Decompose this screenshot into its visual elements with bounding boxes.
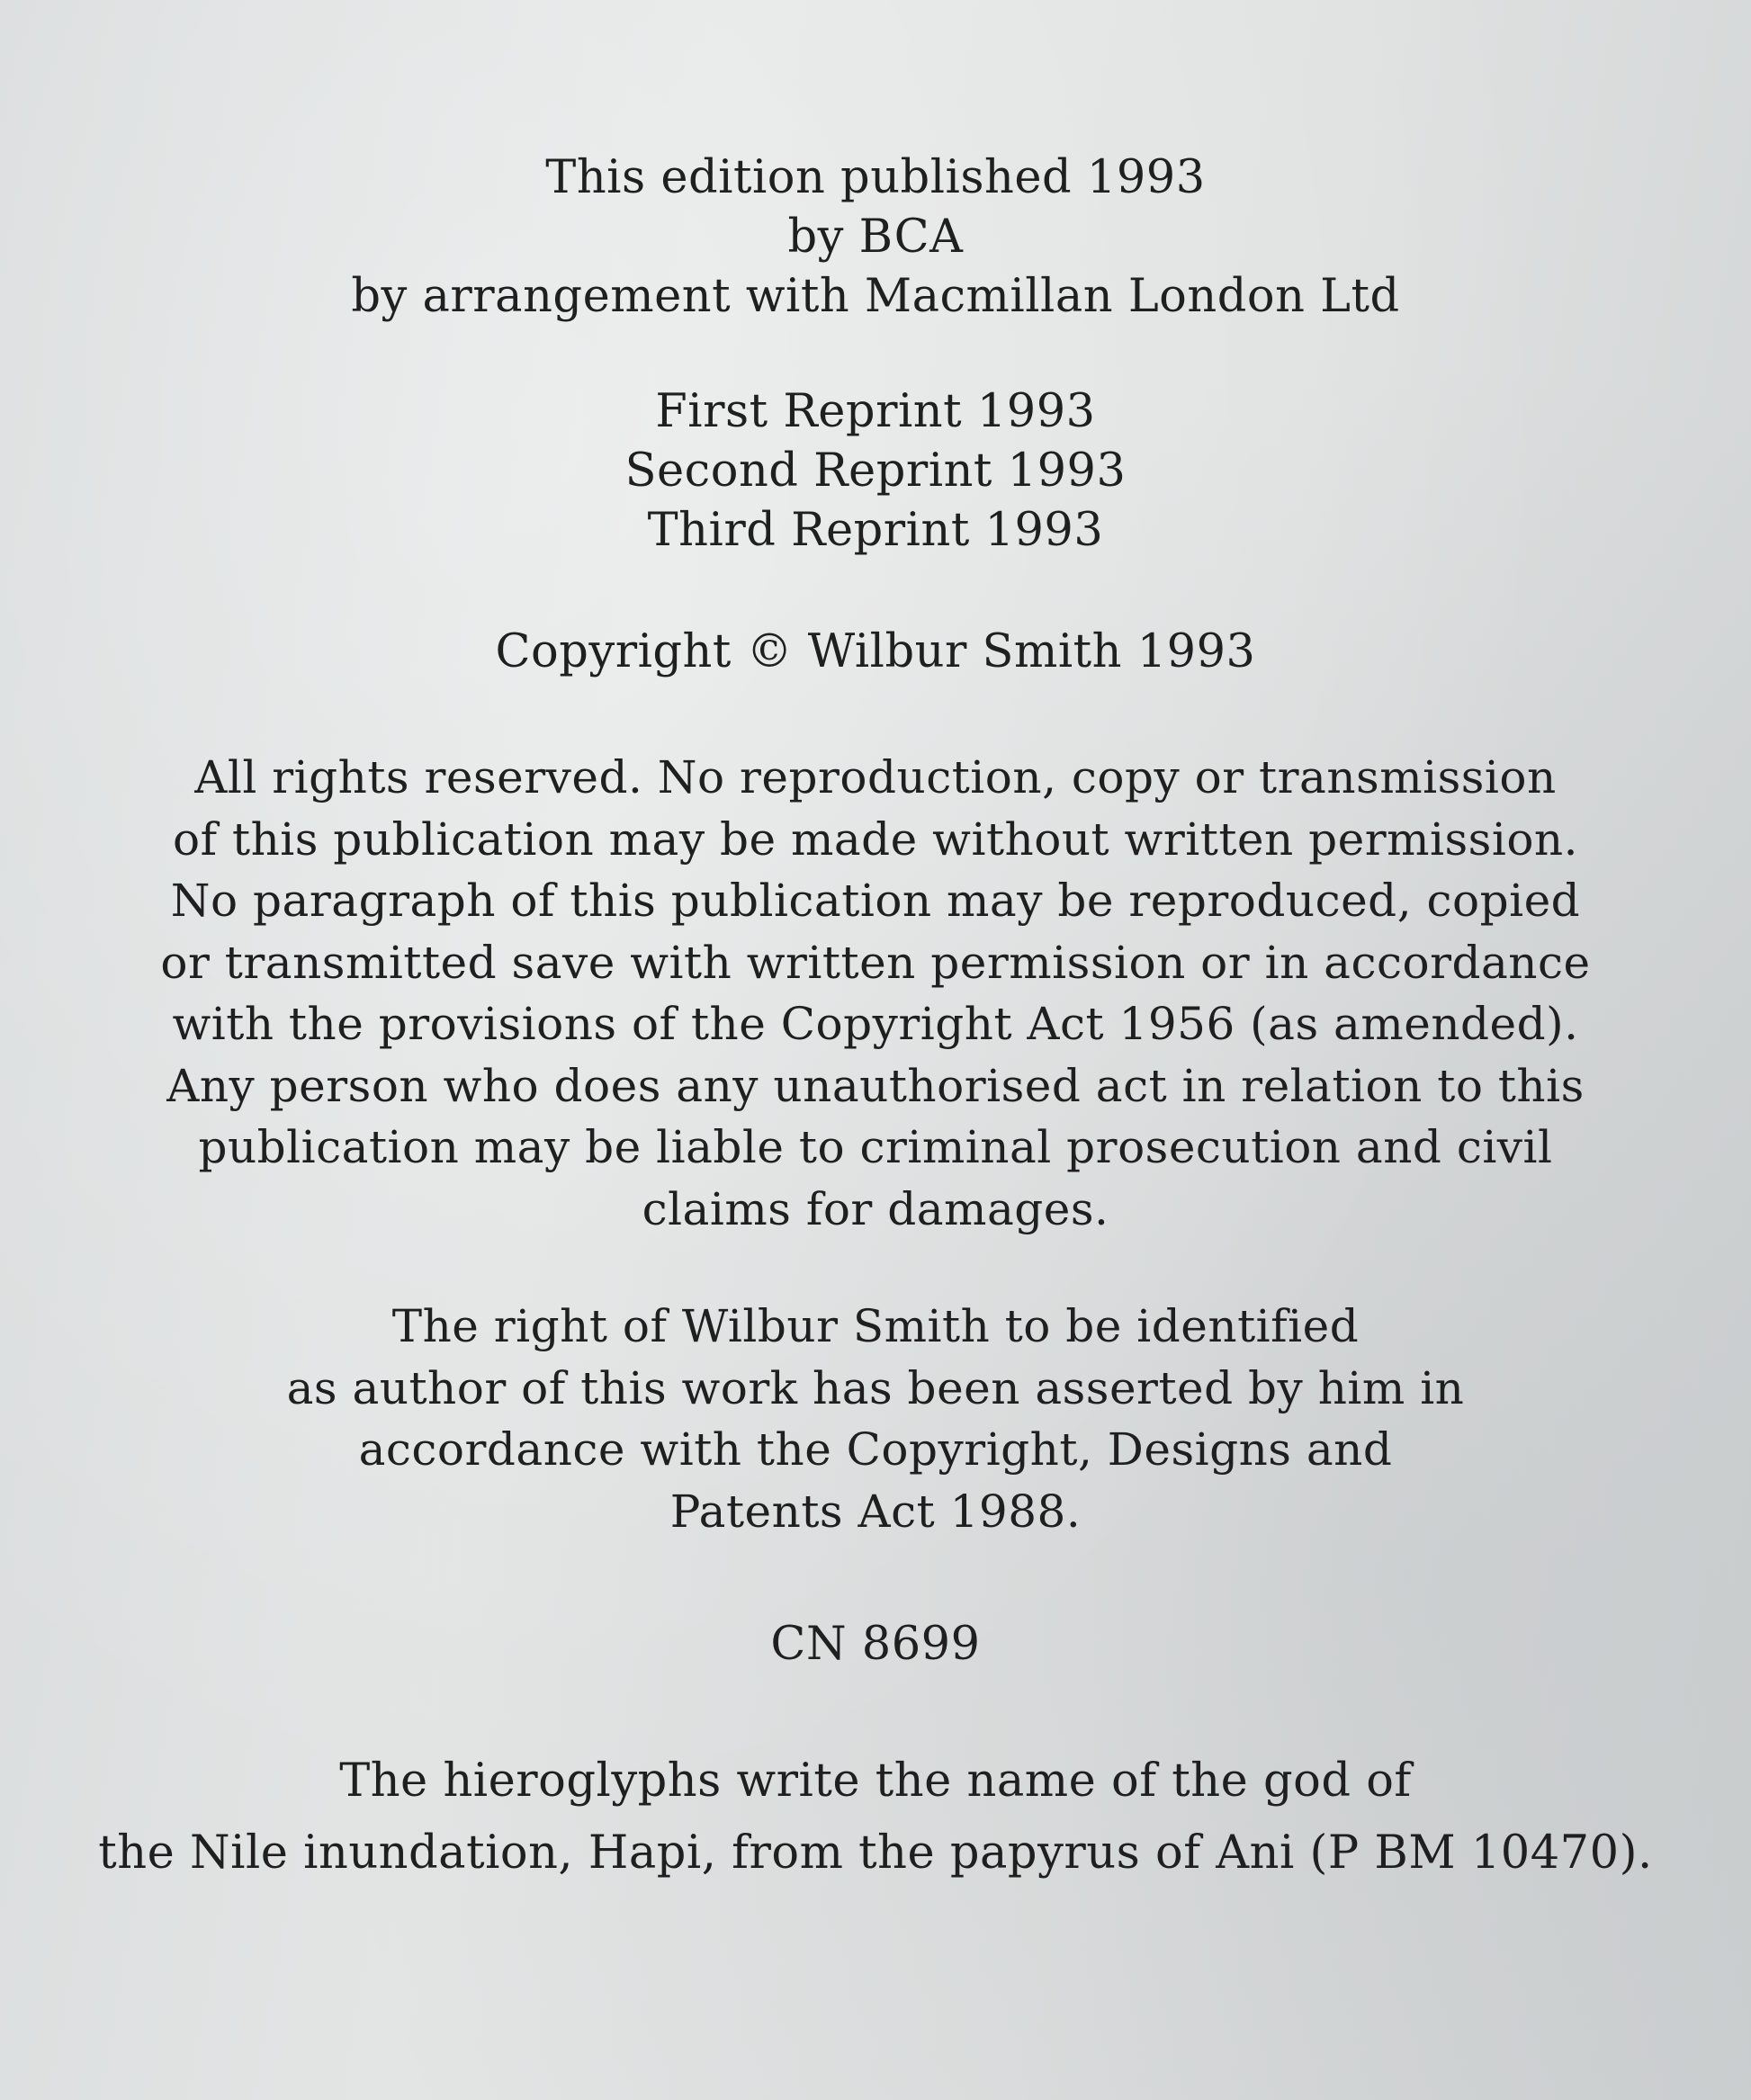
- catalogue-number-line: CN 8699: [770, 1618, 981, 1671]
- moral-rights-line: The right of Wilbur Smith to be identified: [391, 1300, 1360, 1352]
- hieroglyph-note: [0, 1746, 1751, 1889]
- reprint-line: Second Reprint 1993: [624, 444, 1127, 498]
- rights-line: publication may be liable to criminal prosecution and civil: [198, 1121, 1553, 1173]
- copyright-notice: [0, 623, 1751, 682]
- edition-line: This edition published 1993: [545, 151, 1206, 204]
- copyright-line: Copyright © Wilbur Smith 1993: [495, 625, 1256, 678]
- catalogue-number: [0, 1615, 1751, 1674]
- edition-notice: [0, 148, 1751, 327]
- rights-line: Any person who does any unauthorised act in relation to this: [166, 1059, 1585, 1112]
- moral-rights-line: as author of this work has been asserted by him in: [286, 1361, 1465, 1414]
- hieroglyph-line: the Nile inundation, Hapi, from the papyrus of Ani (P BM 10470).: [98, 1826, 1653, 1880]
- rights-reserved-paragraph: [0, 747, 1751, 1240]
- reprint-history: [0, 382, 1751, 561]
- rights-line: or transmitted save with written permission or in accordance: [160, 936, 1591, 989]
- reprint-line: First Reprint 1993: [655, 385, 1096, 438]
- moral-rights-line: Patents Act 1988.: [669, 1485, 1082, 1538]
- moral-rights-paragraph: [0, 1296, 1751, 1542]
- rights-line: of this publication may be made without written permission.: [172, 812, 1579, 866]
- hieroglyph-line: The hieroglyphs write the name of the god of: [339, 1754, 1412, 1808]
- edition-line: by arrangement with Macmillan London Ltd: [351, 270, 1400, 323]
- reprint-line: Third Reprint 1993: [647, 504, 1104, 557]
- edition-line: by BCA: [787, 211, 964, 264]
- moral-rights-line: accordance with the Copyright, Designs and: [358, 1423, 1393, 1476]
- rights-line: No paragraph of this publication may be reproduced, copied: [170, 875, 1581, 927]
- rights-line: with the provisions of the Copyright Act 1956 (as amended).: [172, 998, 1579, 1050]
- rights-line: claims for damages.: [642, 1182, 1109, 1235]
- rights-line: All rights reserved. No reproduction, copy or transmission: [194, 751, 1557, 803]
